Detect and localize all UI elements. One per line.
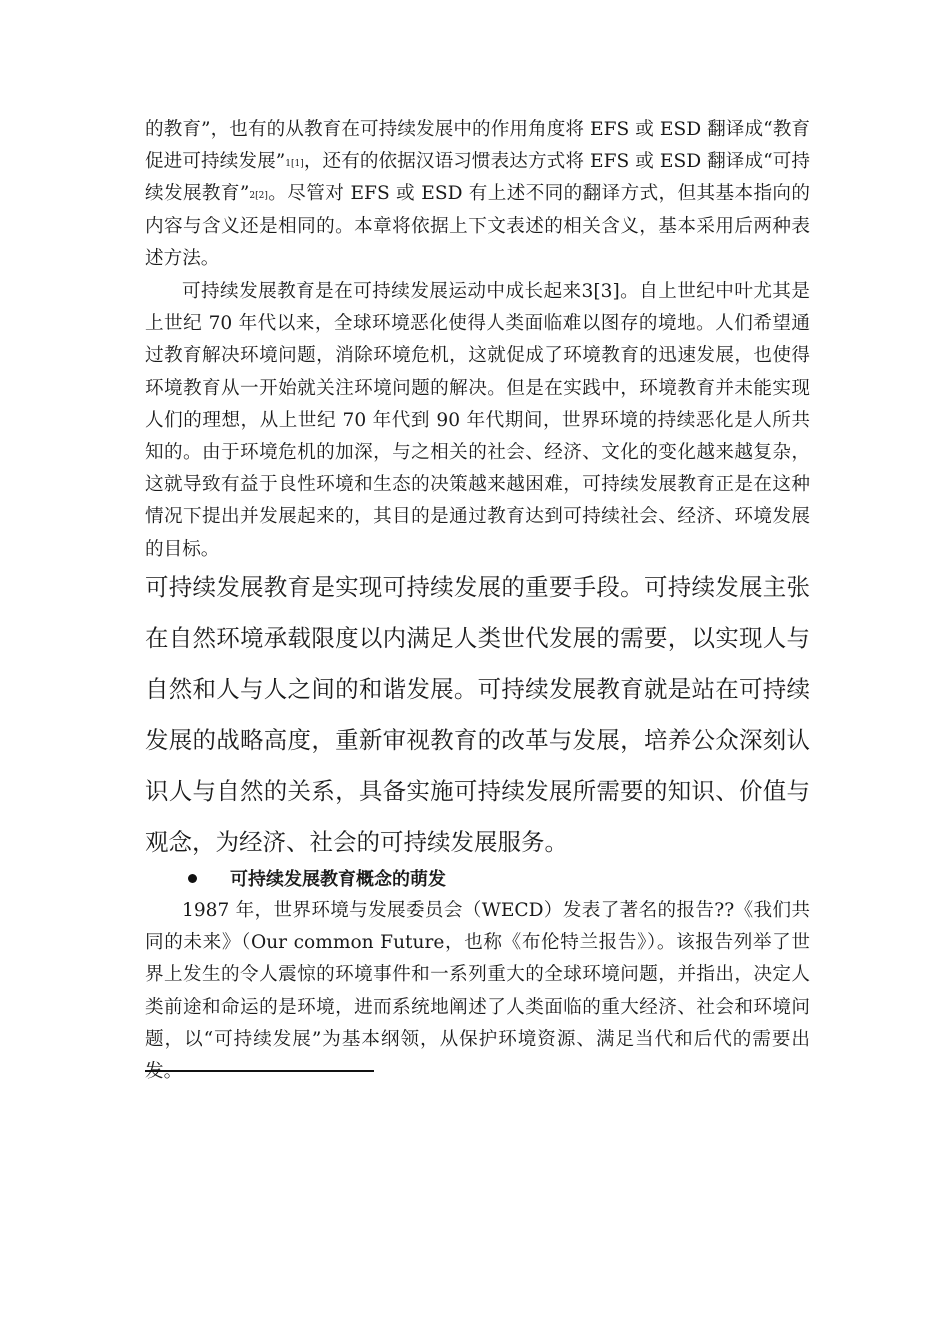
paragraph-origin: 可持续发展教育是在可持续发展运动中成长起来3[3]。自上世纪中叶尤其是上世纪 70 年代以来，全球环境恶化使得人类面临难以图存的境地。人们希望通过教育解决环境问题，消除环境危机，这就促成了环境教育的迅速发展，也使得环境教育从一开始就关注环境问题的解决。但是在实践中，环境教育并未能实现人们的理想，从上世纪 70 年代到 90 年代期间，世界环境的持续恶化是人所共知的。由于环境危机的加深，与之相关的社会、经济、文化的变化越来越复杂，这就导致有益于良性环境和生态的决策越来越困难，可持续发展教育正是在这种情况下提出并发展起来的，其目的是通过教育达到可持续社会、经济、环境发展的目标。 <box>145 281 810 560</box>
bullet-heading <box>188 862 446 894</box>
paragraph-report-1987: 1987 年，世界环境与发展委员会（WECD）发表了著名的报告??《我们共同的未来》（Our common Future，也称《布伦特兰报告》）。该报告列举了世界上发生的令人震惊的环境事件和一系列重大的全球环境问题，并指出，决定人类前途和命运的是环境，进而系统地阐述了人类面临的重大经济、社会和环境问题，以“可持续发展”为基本纲领，从保护环境资源、满足当代和后代的需要出发。 <box>145 900 810 1083</box>
bullet-dot-icon <box>188 874 197 883</box>
footnote-ref[interactable]: 1[1] <box>285 159 304 170</box>
paragraph-importance: 可持续发展教育是实现可持续发展的重要手段。可持续发展主张在自然环境承载限度以内满足人类世代发展的需要，以实现人与自然和人与人之间的和谐发展。可持续发展教育就是站在可持续发展的战略高度，重新审视教育的改革与发展，培养公众深刻认识人与自然的关系，具备实施可持续发展所需要的知识、价值与观念，为经济、社会的可持续发展服务。 <box>145 573 810 856</box>
bullet-heading-text: 可持续发展教育概念的萌发 <box>230 869 446 890</box>
paragraph-translation-note <box>145 114 810 275</box>
paragraph-segment: 。尽管对 EFS 或 ESD 有上述不同的翻译方式，但其基本指向的内容与含义还是相同的。本章将依据上下文表述的相关含义，基本采用后两种表述方法。 <box>145 183 810 269</box>
footnote-divider <box>145 1070 374 1072</box>
paragraph-segment: 的教育”，也有的从教育在可持续发展中的作用角度将 EFS 或 ESD 翻译成“教育促进可持续发展” <box>145 119 810 173</box>
paragraph-segment: ，还有的依据汉语习惯表达方式将 EFS 或 ESD 翻译成“可持续发展教育” <box>145 151 810 205</box>
footnote-ref[interactable]: 2[2] <box>249 191 268 202</box>
